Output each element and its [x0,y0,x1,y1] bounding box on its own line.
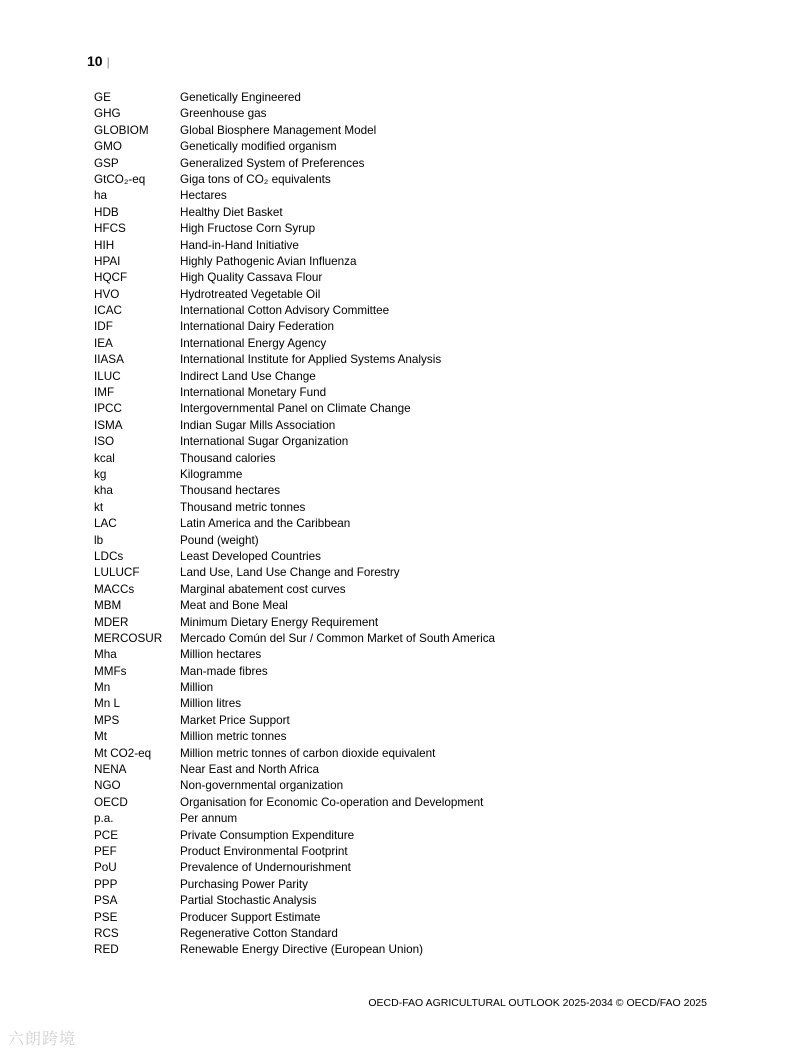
abbreviation-term: MERCOSUR [94,631,163,645]
abbreviation-row [94,467,495,483]
abbreviation-definition: International Institute for Applied Systems Analysis [180,353,442,367]
abbreviation-definition: Intergovernmental Panel on Climate Change [180,402,411,416]
abbreviation-definition: Greenhouse gas [180,107,267,121]
abbreviation-row [94,90,495,106]
abbreviation-row [94,828,495,844]
abbreviation-definition: Regenerative Cotton Standard [180,926,338,940]
abbreviation-definition: Non-governmental organization [180,779,344,793]
abbreviation-row [94,385,495,401]
abbreviation-definition: Hand-in-Hand Initiative [180,238,299,252]
abbreviation-term: kha [94,484,113,498]
abbreviation-row [94,762,495,778]
page-number-separator: | [106,55,110,69]
abbreviation-definition: Meat and Bone Meal [180,599,288,613]
abbreviation-row [94,172,495,188]
abbreviation-definition: Partial Stochastic Analysis [180,894,317,908]
abbreviation-term: MDER [94,615,129,629]
abbreviation-definition: Million hectares [180,648,262,662]
abbreviation-definition: Million [180,681,214,695]
abbreviation-row [94,565,495,581]
abbreviation-row [94,123,495,139]
abbreviation-row [94,680,495,696]
abbreviation-term: GtCO₂-eq [94,172,146,186]
abbreviation-term: kg [94,467,107,481]
abbreviation-row [94,500,495,516]
abbreviation-row [94,336,495,352]
abbreviation-term: Mt CO2-eq [94,746,152,760]
abbreviation-row [94,434,495,450]
abbreviation-row [94,910,495,926]
abbreviation-row [94,401,495,417]
abbreviation-row [94,729,495,745]
abbreviation-term: NGO [94,779,121,793]
abbreviation-row [94,795,495,811]
abbreviation-row [94,418,495,434]
abbreviation-definition: High Fructose Corn Syrup [180,222,316,236]
abbreviation-row [94,254,495,270]
abbreviation-row [94,516,495,532]
abbreviation-row [94,926,495,942]
abbreviation-row [94,238,495,254]
abbreviation-definition: Pound (weight) [180,533,259,547]
abbreviation-term: kcal [94,451,115,465]
abbreviation-row [94,156,495,172]
abbreviation-definition: Prevalence of Undernourishment [180,861,351,875]
abbreviation-definition: International Dairy Federation [180,320,334,334]
abbreviation-list [94,90,495,959]
abbreviation-term: HVO [94,287,120,301]
abbreviation-row [94,319,495,335]
abbreviation-row [94,270,495,286]
abbreviation-row [94,533,495,549]
abbreviation-term: LDCs [94,549,124,563]
abbreviation-term: MPS [94,713,120,727]
abbreviation-term: IMF [94,386,115,400]
abbreviation-row [94,893,495,909]
abbreviation-term: PPP [94,877,118,891]
abbreviation-row [94,369,495,385]
abbreviation-term: HDB [94,205,119,219]
abbreviation-row [94,106,495,122]
abbreviation-definition: Purchasing Power Parity [180,877,308,891]
page-number-value: 10 [87,53,103,69]
abbreviation-definition: International Energy Agency [180,336,327,350]
abbreviation-term: HIH [94,238,115,252]
abbreviation-row [94,713,495,729]
abbreviation-definition: Genetically Engineered [180,91,301,104]
abbreviation-definition: Producer Support Estimate [180,910,321,924]
abbreviation-definition: Thousand hectares [180,484,281,498]
abbreviation-definition: Indirect Land Use Change [180,369,316,383]
abbreviation-term: ha [94,189,108,203]
abbreviation-definition: Global Biosphere Management Model [180,123,377,137]
abbreviation-definition: Hectares [180,189,227,203]
abbreviation-term: ILUC [94,369,121,383]
abbreviation-definition: Kilogramme [180,467,243,481]
abbreviation-term: IEA [94,336,113,350]
abbreviation-term: IPCC [94,402,122,416]
abbreviation-row [94,811,495,827]
abbreviation-term: RED [94,943,119,957]
abbreviation-term: Mt [94,730,107,744]
abbreviation-definition: International Monetary Fund [180,386,327,400]
page-footer: OECD-FAO AGRICULTURAL OUTLOOK 2025-2034 © OECD/FAO 2025 [368,997,707,1009]
abbreviation-row [94,942,495,958]
abbreviation-term: GHG [94,107,121,121]
abbreviation-row [94,205,495,221]
abbreviation-term: LAC [94,517,117,531]
abbreviation-term: Mn L [94,697,120,711]
watermark: 六朗跨境 [8,1031,77,1048]
abbreviation-row [94,615,495,631]
abbreviation-definition: Per annum [180,812,238,826]
abbreviation-definition: Organisation for Economic Co-operation and Development [180,795,484,809]
abbreviation-definition: Healthy Diet Basket [180,205,283,219]
abbreviation-definition: Million litres [180,697,242,711]
abbreviation-term: LULUCF [94,566,140,580]
abbreviation-term: PCE [94,828,119,842]
abbreviation-definition: Highly Pathogenic Avian Influenza [180,254,357,268]
abbreviation-definition: Product Environmental Footprint [180,844,348,858]
abbreviation-row [94,549,495,565]
abbreviation-term: Mn [94,681,111,695]
abbreviation-definition: Indian Sugar Mills Association [180,418,336,432]
abbreviation-definition: Giga tons of CO₂ equivalents [180,172,331,186]
abbreviation-row [94,598,495,614]
abbreviation-term: RCS [94,926,119,940]
abbreviation-term: NENA [94,763,127,777]
abbreviation-row [94,664,495,680]
abbreviation-definition: Mercado Común del Sur / Common Market of South America [180,631,496,645]
abbreviation-term: GMO [94,140,122,154]
abbreviation-row [94,696,495,712]
abbreviation-row [94,860,495,876]
abbreviation-row [94,483,495,499]
abbreviation-row [94,631,495,647]
abbreviation-term: kt [94,500,104,514]
abbreviation-term: MMFs [94,664,127,678]
abbreviation-term: GSP [94,156,119,170]
abbreviation-row [94,139,495,155]
abbreviation-term: PSA [94,894,118,908]
page-number [87,52,110,71]
abbreviation-term: MACCs [94,582,135,596]
abbreviation-term: GE [94,91,111,104]
abbreviation-definition: Near East and North Africa [180,763,320,777]
abbreviation-definition: Thousand metric tonnes [180,500,306,514]
abbreviation-term: Mha [94,648,117,662]
abbreviation-term: MBM [94,599,122,613]
abbreviation-row [94,844,495,860]
abbreviation-definition: Marginal abatement cost curves [180,582,346,596]
abbreviation-term: HFCS [94,222,126,236]
abbreviation-term: HPAI [94,254,121,268]
abbreviation-row [94,221,495,237]
abbreviation-term: PEF [94,844,117,858]
abbreviation-term: OECD [94,795,128,809]
abbreviation-definition: Generalized System of Preferences [180,156,365,170]
abbreviation-definition: Renewable Energy Directive (European Union) [180,943,423,957]
abbreviation-definition: Minimum Dietary Energy Requirement [180,615,379,629]
abbreviation-term: PSE [94,910,118,924]
abbreviation-definition: International Sugar Organization [180,435,349,449]
abbreviation-term: p.a. [94,812,114,826]
abbreviation-term: ISO [94,435,115,449]
abbreviation-definition: Million metric tonnes of carbon dioxide equivalent [180,746,436,760]
abbreviation-row [94,188,495,204]
abbreviation-definition: Million metric tonnes [180,730,287,744]
abbreviation-term: ICAC [94,304,122,318]
abbreviation-definition: Market Price Support [180,713,290,727]
abbreviation-term: HQCF [94,271,128,285]
abbreviation-definition: Man-made fibres [180,664,268,678]
abbreviation-row [94,352,495,368]
abbreviation-row [94,287,495,303]
abbreviation-definition: Thousand calories [180,451,276,465]
abbreviation-row [94,451,495,467]
abbreviation-term: ISMA [94,418,123,432]
abbreviation-definition: International Cotton Advisory Committee [180,304,390,318]
abbreviation-row [94,877,495,893]
abbreviation-row [94,778,495,794]
abbreviation-definition: Land Use, Land Use Change and Forestry [180,566,400,580]
abbreviation-term: PoU [94,861,117,875]
abbreviation-term: IDF [94,320,113,334]
abbreviation-row [94,746,495,762]
abbreviation-term: lb [94,533,104,547]
abbreviation-term: IIASA [94,353,124,367]
abbreviation-definition: Genetically modified organism [180,140,337,154]
abbreviation-definition: High Quality Cassava Flour [180,271,323,285]
abbreviation-definition: Private Consumption Expenditure [180,828,355,842]
abbreviation-row [94,582,495,598]
abbreviation-row [94,647,495,663]
abbreviation-definition: Least Developed Countries [180,549,321,563]
abbreviation-term: GLOBIOM [94,123,149,137]
abbreviation-definition: Latin America and the Caribbean [180,517,351,531]
abbreviation-definition: Hydrotreated Vegetable Oil [180,287,321,301]
abbreviation-row [94,303,495,319]
